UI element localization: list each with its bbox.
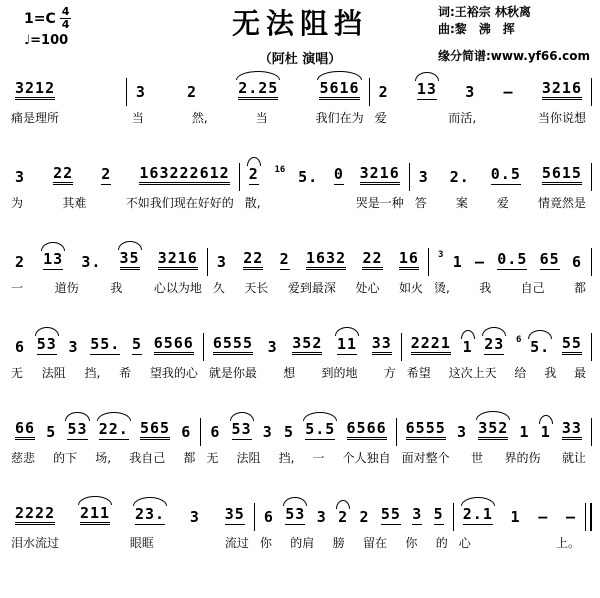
lyric-row	[372, 102, 589, 126]
lyric-row	[399, 442, 589, 466]
lyric-row	[8, 187, 237, 211]
notes-row	[206, 321, 399, 357]
barline	[254, 503, 255, 531]
grace-note: 6	[516, 335, 522, 345]
note-token: 53	[36, 335, 57, 353]
note-token: 2222	[15, 506, 55, 525]
note-token: 1	[452, 253, 463, 271]
note-token: 33	[562, 421, 582, 440]
notes-row	[8, 66, 124, 102]
lyric-syllable: 泪水流过	[11, 536, 60, 550]
note-token: 5.5	[305, 420, 336, 438]
note-token: 163222612	[139, 166, 229, 185]
time-signature-bottom: 4	[61, 18, 70, 32]
note-token: 3216	[158, 251, 198, 270]
measure	[456, 492, 583, 551]
system-3	[8, 236, 594, 296]
notes-row	[210, 236, 426, 272]
note-token: —	[503, 83, 514, 101]
lyric-syllable: 案	[455, 196, 468, 210]
lyric-syllable: 想	[283, 366, 296, 380]
notes-row	[431, 236, 589, 272]
note-token: 53	[231, 420, 252, 438]
lyric-syllable: 膀	[332, 536, 345, 550]
note-token: 53	[285, 505, 306, 523]
lyric-syllable: 眼眶	[129, 536, 154, 550]
performer-credit: （阿杜 演唱）	[258, 52, 342, 67]
note-token: —	[538, 508, 549, 526]
barline	[369, 78, 370, 106]
lyric-row	[8, 102, 124, 126]
measure	[129, 66, 367, 126]
note-token: 6	[210, 423, 221, 441]
note-token: 33	[372, 336, 392, 355]
note-token: 6566	[154, 336, 194, 355]
notes-row	[129, 66, 367, 102]
lyric-syllable: 的下	[53, 451, 78, 465]
lyric-row	[412, 187, 589, 211]
lyric-syllable: 上。	[555, 536, 580, 550]
lyric-syllable: 痛是理所	[11, 111, 60, 125]
note-token: 3	[456, 423, 467, 441]
note-token: —	[474, 253, 486, 271]
note-token: 5	[46, 423, 57, 441]
note-token: 3	[412, 505, 423, 523]
measure	[8, 66, 124, 126]
note-token: 16	[399, 251, 419, 270]
notes-row	[456, 492, 583, 527]
lyric-syllable: 场,	[95, 451, 112, 465]
lyric-row	[8, 442, 198, 466]
note-token: 65	[539, 250, 560, 268]
note-token: 2	[378, 83, 389, 101]
measure	[412, 151, 589, 211]
measure	[203, 406, 393, 466]
note-token: 3	[135, 83, 146, 101]
measure	[206, 321, 399, 381]
lyric-syllable: 这次上天	[448, 366, 497, 380]
lyric-row	[431, 272, 589, 296]
measure	[8, 236, 205, 296]
note-token: 2	[279, 250, 290, 268]
note-token: 3	[262, 423, 273, 441]
lyric-row	[8, 272, 205, 296]
key-signature: 1=C	[24, 10, 56, 27]
barline	[591, 163, 592, 191]
note-token: 2	[15, 253, 26, 271]
lyric-syllable: 久	[212, 281, 225, 295]
lyric-syllable: 一	[11, 281, 24, 295]
lyric-row	[210, 272, 426, 296]
note-token: 352	[478, 421, 508, 440]
note-token: 22.	[98, 420, 129, 438]
notes-row	[8, 406, 198, 442]
note-token: 6	[571, 253, 582, 271]
notes-row	[8, 321, 201, 357]
measure	[210, 236, 426, 296]
barline	[428, 248, 429, 276]
barline	[401, 333, 402, 361]
barline	[200, 418, 201, 446]
lyric-syllable: 希望	[406, 366, 431, 380]
notes-row	[399, 406, 589, 442]
note-token: 3	[267, 338, 278, 356]
composer-credit: 曲:黎 沸 挥	[437, 22, 515, 37]
note-token: 2.25	[238, 81, 278, 100]
lyric-syllable: 法阻	[236, 451, 261, 465]
lyric-row	[203, 442, 393, 466]
measure	[8, 151, 237, 211]
lyric-syllable: 心	[458, 536, 471, 550]
lyric-syllable: 就是你最	[208, 366, 257, 380]
note-token: 2221	[411, 336, 451, 355]
note-token: 1	[510, 508, 521, 526]
barline	[409, 163, 410, 191]
system-1	[8, 66, 594, 126]
lyric-syllable: 当你说想	[537, 111, 586, 125]
note-token: 53	[67, 420, 88, 438]
lyric-syllable: 慈悲	[11, 451, 36, 465]
note-token: 23	[484, 335, 505, 353]
note-token: 3216	[542, 81, 582, 100]
notes-row	[404, 321, 589, 357]
notes-row	[242, 151, 407, 187]
lyric-syllable: 散,	[244, 196, 261, 210]
notes-row	[8, 151, 237, 187]
lyric-syllable: 道伤	[54, 281, 79, 295]
note-token: 6555	[406, 421, 446, 440]
note-token: 2	[187, 83, 198, 101]
measure	[8, 491, 252, 551]
lyric-row	[257, 527, 451, 551]
note-token: 3.	[81, 253, 102, 271]
note-token: 0.5	[490, 165, 521, 183]
lyric-syllable: 而活,	[448, 111, 477, 125]
credits-block	[438, 4, 590, 65]
lyric-syllable: 爱	[496, 196, 509, 210]
note-token: 5	[433, 505, 444, 523]
measure	[404, 321, 589, 381]
note-token: 3212	[15, 81, 55, 100]
note-token: 211	[80, 506, 110, 525]
note-token: 3	[15, 168, 26, 186]
lyric-row	[242, 187, 407, 211]
measure	[257, 492, 451, 551]
system-4	[8, 321, 594, 381]
barline	[203, 333, 204, 361]
lyric-syllable: 哭是一种	[355, 196, 404, 210]
measure	[8, 406, 198, 466]
note-token: 6	[263, 508, 274, 526]
measure	[372, 66, 589, 126]
note-token: 13	[43, 250, 64, 268]
lyric-syllable: 烫,	[434, 281, 450, 295]
note-token: 66	[15, 421, 35, 440]
lyric-syllable: 心以为地	[153, 281, 202, 295]
barline	[591, 248, 592, 276]
lyric-syllable: 界的伤	[504, 451, 541, 465]
lyric-syllable: 我	[544, 366, 557, 380]
lyric-syllable: 我们在为	[315, 111, 364, 125]
note-token: 35	[224, 505, 245, 523]
barline	[453, 503, 454, 531]
note-token: 35	[120, 251, 140, 270]
lyric-syllable: 的肩	[290, 536, 315, 550]
system-5	[8, 406, 594, 466]
notes-row	[203, 406, 393, 442]
note-token: 0	[333, 165, 344, 183]
note-token: 0.5	[497, 250, 528, 268]
lyric-syllable: 留在	[363, 536, 388, 550]
note-token: 2	[338, 508, 349, 526]
note-token: 11	[337, 335, 358, 353]
lyric-row	[129, 102, 367, 126]
tempo-marking: ♩=100	[24, 33, 69, 49]
barline	[396, 418, 397, 446]
note-token: 3	[418, 168, 429, 186]
lyric-syllable: 最	[574, 366, 587, 380]
note-token: —	[565, 508, 576, 526]
lyric-syllable: 然,	[191, 111, 208, 125]
lyric-row	[456, 527, 583, 551]
barline	[591, 78, 592, 106]
note-token: 3	[216, 253, 227, 271]
lyric-syllable: 到的地	[321, 366, 358, 380]
lyric-syllable: 不如我们现在好好的	[125, 196, 234, 210]
note-token: 1	[540, 423, 551, 441]
grace-note: 3	[438, 250, 444, 260]
lyric-syllable: 世	[471, 451, 484, 465]
score	[0, 62, 600, 551]
measure	[399, 406, 589, 466]
song-title: 无法阻挡	[231, 7, 368, 40]
note-token: 5.	[530, 338, 551, 356]
lyric-syllable: 无	[206, 451, 219, 465]
note-token: 22	[362, 251, 382, 270]
lyric-row	[8, 357, 201, 381]
lyric-syllable: 给	[514, 366, 527, 380]
note-token: 5.	[298, 168, 319, 186]
barline	[591, 418, 592, 446]
lyric-syllable: 为	[11, 196, 24, 210]
note-token: 2.	[449, 168, 470, 186]
sheet-header	[0, 0, 600, 67]
lyric-syllable: 当	[255, 111, 268, 125]
notes-row	[8, 236, 205, 272]
barline	[126, 78, 127, 106]
lyric-syllable: 都	[183, 451, 196, 465]
lyric-syllable: 你	[259, 536, 272, 550]
lyric-syllable: 流过	[224, 536, 249, 550]
grace-note: 16	[274, 165, 286, 175]
barline	[207, 248, 208, 276]
note-token: 2.1	[462, 505, 493, 523]
lyric-syllable: 无	[11, 366, 24, 380]
barline	[591, 333, 592, 361]
note-token: 55	[562, 336, 582, 355]
lyric-syllable: 当	[131, 111, 144, 125]
note-token: 5616	[319, 81, 359, 100]
lyric-syllable: 情竟然是	[537, 196, 586, 210]
lyric-syllable: 爱到最深	[287, 281, 336, 295]
note-token: 5615	[542, 166, 582, 185]
note-token: 6566	[347, 421, 387, 440]
system-6	[8, 491, 594, 551]
lyric-syllable: 都	[573, 281, 586, 295]
lyric-syllable: 个人独自	[342, 451, 391, 465]
note-token: 6	[181, 423, 192, 441]
note-token: 1	[462, 338, 473, 356]
lyric-row	[8, 527, 252, 551]
note-token: 2	[248, 165, 259, 183]
lyric-syllable: 希	[119, 366, 132, 380]
barline	[239, 163, 240, 191]
note-token: 3	[68, 338, 79, 356]
lyric-syllable: 如火	[398, 281, 423, 295]
note-token: 2	[101, 165, 112, 183]
lyric-syllable: 挡,	[84, 366, 101, 380]
note-token: 2	[359, 508, 370, 526]
lyric-syllable: 我	[479, 281, 492, 295]
lyric-syllable: 我自己	[129, 451, 166, 465]
note-token: 3	[465, 83, 476, 101]
lyric-syllable: 就让	[561, 451, 586, 465]
note-token: 5	[284, 423, 295, 441]
note-token: 6555	[213, 336, 253, 355]
measure	[8, 321, 201, 381]
lyric-syllable: 爱	[374, 111, 387, 125]
lyric-syllable: 法阻	[41, 366, 66, 380]
lyric-syllable: 我	[110, 281, 123, 295]
note-token: 22	[243, 251, 263, 270]
notes-row	[8, 491, 252, 527]
note-token: 22	[53, 166, 73, 185]
lyric-syllable: 一	[312, 451, 325, 465]
note-token: 6	[15, 338, 26, 356]
final-barline	[585, 503, 592, 531]
system-2	[8, 151, 594, 211]
note-token: 3216	[360, 166, 400, 185]
time-signature-top: 4	[61, 5, 70, 18]
lyric-row	[404, 357, 589, 381]
note-token: 1632	[306, 251, 346, 270]
notes-row	[257, 492, 451, 527]
lyric-syllable: 其难	[62, 196, 87, 210]
lyric-syllable: 望我的心	[149, 366, 198, 380]
note-token: 13	[416, 80, 437, 98]
notes-row	[372, 66, 589, 102]
note-token: 565	[140, 421, 170, 440]
note-token: 55.	[90, 335, 121, 353]
lyric-syllable: 自己	[520, 281, 545, 295]
lyric-syllable: 面对整个	[401, 451, 450, 465]
note-token: 1	[519, 423, 530, 441]
site-watermark: 缘分简谱:www.yf66.com	[437, 48, 590, 63]
note-token: 3	[316, 508, 327, 526]
lyric-row	[206, 357, 399, 381]
lyric-syllable: 方	[383, 366, 396, 380]
lyric-syllable: 天长	[244, 281, 269, 295]
note-token: 5	[131, 335, 142, 353]
note-token: 352	[292, 336, 322, 355]
measure	[431, 236, 589, 296]
note-token: 55	[380, 505, 401, 523]
lyric-syllable: 的	[435, 536, 448, 550]
lyricist-credit: 词:王裕宗 林秋离	[437, 5, 531, 19]
note-token: 3	[189, 508, 200, 526]
lyric-syllable: 挡,	[278, 451, 295, 465]
lyric-syllable: 处心	[355, 281, 380, 295]
notes-row	[412, 151, 589, 187]
note-token: 23.	[134, 505, 166, 523]
measure	[242, 151, 407, 211]
lyric-syllable: 答	[414, 196, 427, 210]
lyric-syllable: 你	[405, 536, 418, 550]
